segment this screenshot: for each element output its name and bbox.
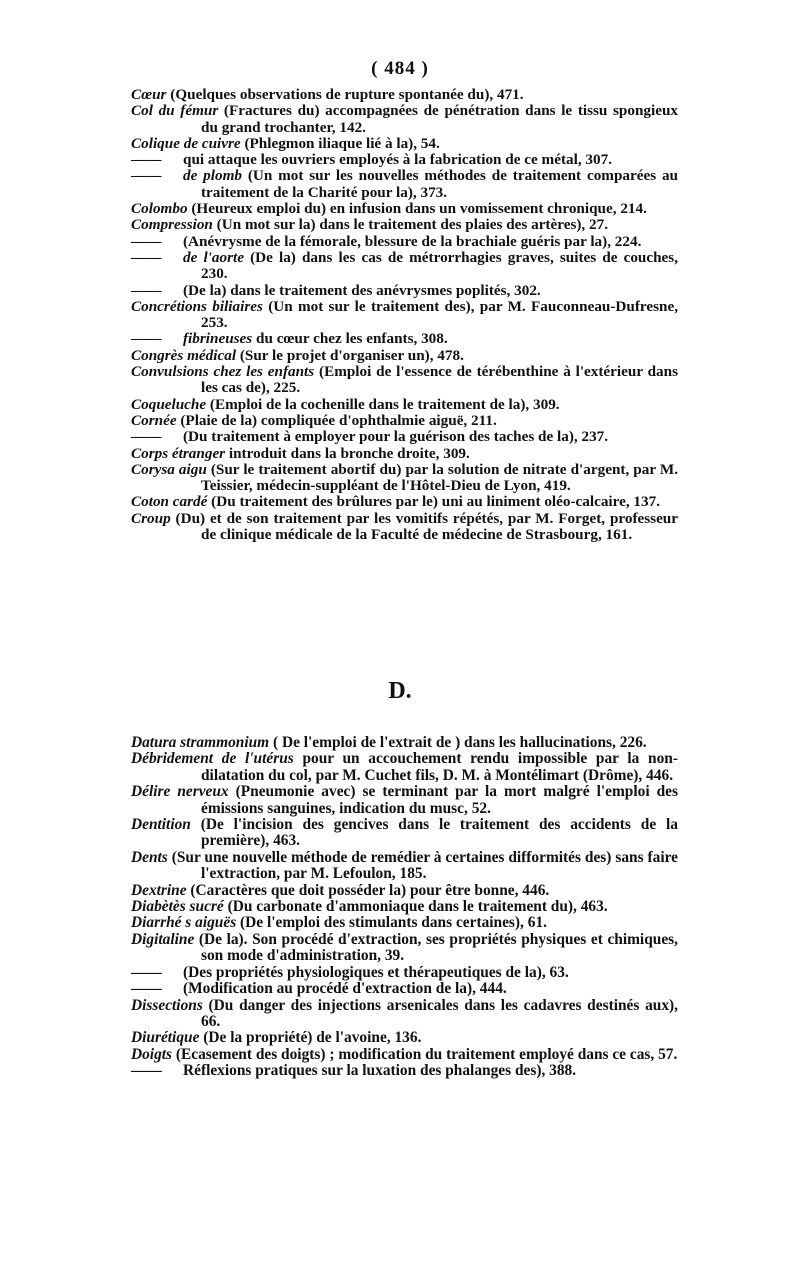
index-entry (131, 217, 678, 233)
entry-heading: Col du fémur (131, 102, 219, 120)
index-entry (131, 899, 678, 915)
entry-heading: Croup (131, 509, 171, 527)
entry-heading: Corps étranger (131, 444, 226, 462)
index-entry (131, 850, 678, 883)
index-entry (131, 915, 678, 931)
entry-text: (Modification au procédé d'extraction de la), 444. (183, 980, 507, 998)
entry-heading: Dents (131, 848, 168, 866)
index-entry (131, 817, 678, 850)
page-number: ( 484 ) (371, 58, 429, 79)
index-section-d (131, 735, 678, 1080)
ditto-dash: —— (131, 281, 162, 299)
index-entry (131, 965, 678, 981)
ditto-dash: —— (131, 232, 162, 250)
entry-text: (Caractères que doit posséder la) pour être bonne, 446. (186, 881, 550, 899)
entry-heading: Coton cardé (131, 493, 208, 511)
index-entry (131, 103, 678, 136)
entry-text: (De la). Son procédé d'extraction, ses propriétés physiques et chimiques, son mode d'administration, 39. (194, 930, 678, 965)
entry-text: (De la) dans le traitement des anévrysmes poplités, 302. (183, 281, 541, 299)
index-entry (131, 168, 678, 201)
entry-heading: Débridement de l'utérus (131, 750, 294, 768)
entry-text: (Plaie de la) compliquée d'ophthalmie aiguë, 211. (176, 411, 497, 429)
entry-text: (Un mot sur les nouvelles méthodes de traitement comparées au traitement de la Charité pour la), 373. (201, 167, 678, 201)
entry-text: (De l'incision des gencives dans le traitement des accidents de la première), 463. (190, 816, 678, 850)
ditto-dash: —— (131, 963, 162, 981)
entry-text: (De la) dans les cas de métrorrhagies graves, suites de couches, 230. (201, 248, 678, 283)
entry-heading: Diurétique (131, 1029, 200, 1047)
ditto-dash: —— (131, 1062, 162, 1080)
ditto-dash: —— (131, 428, 162, 446)
index-entry (131, 932, 678, 965)
index-entry (131, 136, 678, 152)
entry-text: (Anévrysme de la fémorale, blessure de la brachiale guéris par la), 224. (183, 232, 642, 250)
index-entry (131, 283, 678, 299)
entry-text: (Des propriétés physiologiques et thérapeutiques de la), 63. (183, 963, 569, 981)
entry-text: (Emploi de la cochenille dans le traitement de la), 309. (206, 395, 560, 413)
index-entry (131, 234, 678, 250)
entry-heading: Corysa aigu (131, 460, 207, 478)
ditto-dash: —— (131, 330, 162, 348)
entry-heading: fibrineuses (183, 330, 253, 348)
entry-text: pour un accouchement rendu impossible par la non-dilatation du col, par M. Cuchet fils, D. M. à Montélimart (Drôme), 446. (201, 750, 678, 784)
entry-text: (Du traitement des brûlures par le) uni au liniment oléo-calcaire, 137. (207, 493, 661, 511)
index-entry (131, 998, 678, 1031)
entry-heading: Colombo (131, 200, 188, 218)
entry-heading: Concrétions biliaires (131, 297, 263, 315)
index-entry (131, 250, 678, 283)
index-entry (131, 446, 678, 462)
entry-text: (Du carbonate d'ammoniaque dans le traitement du), 463. (223, 898, 608, 916)
index-entry (131, 413, 678, 429)
entry-text: (Quelques observations de rupture spontanée du), 471. (166, 86, 524, 103)
entry-heading: Doigts (131, 1045, 173, 1063)
entry-heading: Cornée (131, 411, 177, 429)
index-entry (131, 1047, 678, 1063)
index-entry (131, 397, 678, 413)
entry-text: (Du traitement à employer pour la guérison des taches de la), 237. (183, 428, 609, 446)
index-entry (131, 429, 678, 445)
index-entry (131, 331, 678, 347)
section-letter: D. (388, 678, 412, 704)
index-entry (131, 152, 678, 168)
entry-text: (Pneumonie avec) se terminant par la mort malgré l'emploi des émissions sanguines, indication du musc, 52. (201, 783, 678, 817)
entry-text: Réflexions pratiques sur la luxation des phalanges des), 388. (183, 1062, 577, 1080)
entry-text: ( De l'emploi de l'extrait de ) dans les hallucinations, 226. (269, 734, 647, 751)
entry-heading: de l'aorte (183, 248, 244, 266)
index-entry (131, 87, 678, 103)
entry-heading: de plomb (183, 167, 242, 185)
entry-heading: Dissections (131, 996, 203, 1014)
index-entry (131, 735, 678, 751)
ditto-dash: —— (131, 248, 162, 266)
index-entry (131, 511, 678, 544)
index-entry (131, 751, 678, 784)
entry-heading: Cœur (131, 86, 167, 103)
entry-heading: Digitaline (131, 930, 195, 948)
entry-text: (Un mot sur le traitement des), par M. Fauconneau-Dufresne, 253. (201, 297, 678, 332)
index-entry (131, 784, 678, 817)
entry-heading: Dentition (131, 816, 191, 834)
entry-heading: Diabètès sucré (131, 898, 224, 916)
index-entry (131, 299, 678, 332)
index-entry (131, 1030, 678, 1046)
index-entry (131, 364, 678, 397)
entry-heading: Datura strammonium (131, 734, 270, 751)
index-section-c (131, 87, 678, 543)
index-entry (131, 981, 678, 997)
entry-heading: Diarrhé s aiguës (131, 914, 237, 932)
index-entry (131, 883, 678, 899)
ditto-dash: —— (131, 980, 162, 998)
index-entry (131, 462, 678, 495)
entry-text: (De l'emploi des stimulants dans certaines), 61. (236, 914, 547, 932)
entry-heading: Coqueluche (131, 395, 207, 413)
entry-text: (Emploi de l'essence de térébenthine à l'extérieur dans les cas de), 225. (201, 363, 678, 397)
entry-text: (Sur le traitement abortif du) par la solution de nitrate d'argent, par M. Teissier, médecin-suppléant de l'Hôtel-Dieu de Lyon, 419. (201, 460, 678, 495)
entry-heading: Colique de cuivre (131, 134, 241, 152)
entry-text: (Heureux emploi du) en infusion dans un vomissement chronique, 214. (187, 200, 647, 218)
entry-heading: Compression (131, 216, 213, 234)
entry-text: (Du danger des injections arsenicales dans les cadavres destinés aux), 66. (201, 996, 678, 1030)
entry-heading: Congrès médical (131, 346, 237, 364)
index-entry (131, 348, 678, 364)
index-entry (131, 494, 678, 510)
index-entry (131, 1063, 678, 1079)
entry-text: introduit dans la bronche droite, 309. (225, 444, 470, 462)
entry-text: qui attaque les ouvriers employés à la fabrication de ce métal, 307. (183, 151, 612, 169)
ditto-dash: —— (131, 151, 162, 169)
entry-text: (Sur le projet d'organiser un), 478. (236, 346, 464, 364)
index-entry (131, 201, 678, 217)
entry-text: (Du) et de son traitement par les vomitifs répétés, par M. Forget, professeur de clinique médicale de la Faculté de médecine de Strasbourg, 161. (170, 509, 678, 544)
entry-text: (Sur une nouvelle méthode de remédier à certaines difformités des) sans faire l'extraction, par M. Lefoulon, 185. (167, 848, 678, 883)
ditto-dash: —— (131, 167, 162, 185)
entry-text: (Fractures du) accompagnées de pénétration dans le tissu spongieux du grand trochanter, 142. (201, 102, 678, 136)
entry-text: (Un mot sur la) dans le traitement des plaies des artères), 27. (212, 216, 608, 234)
entry-text: (De la propriété) de l'avoine, 136. (199, 1029, 422, 1047)
entry-heading: Délire nerveux (131, 783, 229, 801)
entry-heading: Dextrine (131, 881, 187, 899)
entry-text: du cœur chez les enfants, 308. (252, 330, 448, 348)
entry-heading: Convulsions chez les enfants (131, 363, 315, 381)
entry-text: (Phlegmon iliaque lié à la), 54. (240, 134, 440, 152)
entry-text: (Ecasement des doigts) ; modification du traitement employé dans ce cas, 57. (172, 1045, 678, 1063)
